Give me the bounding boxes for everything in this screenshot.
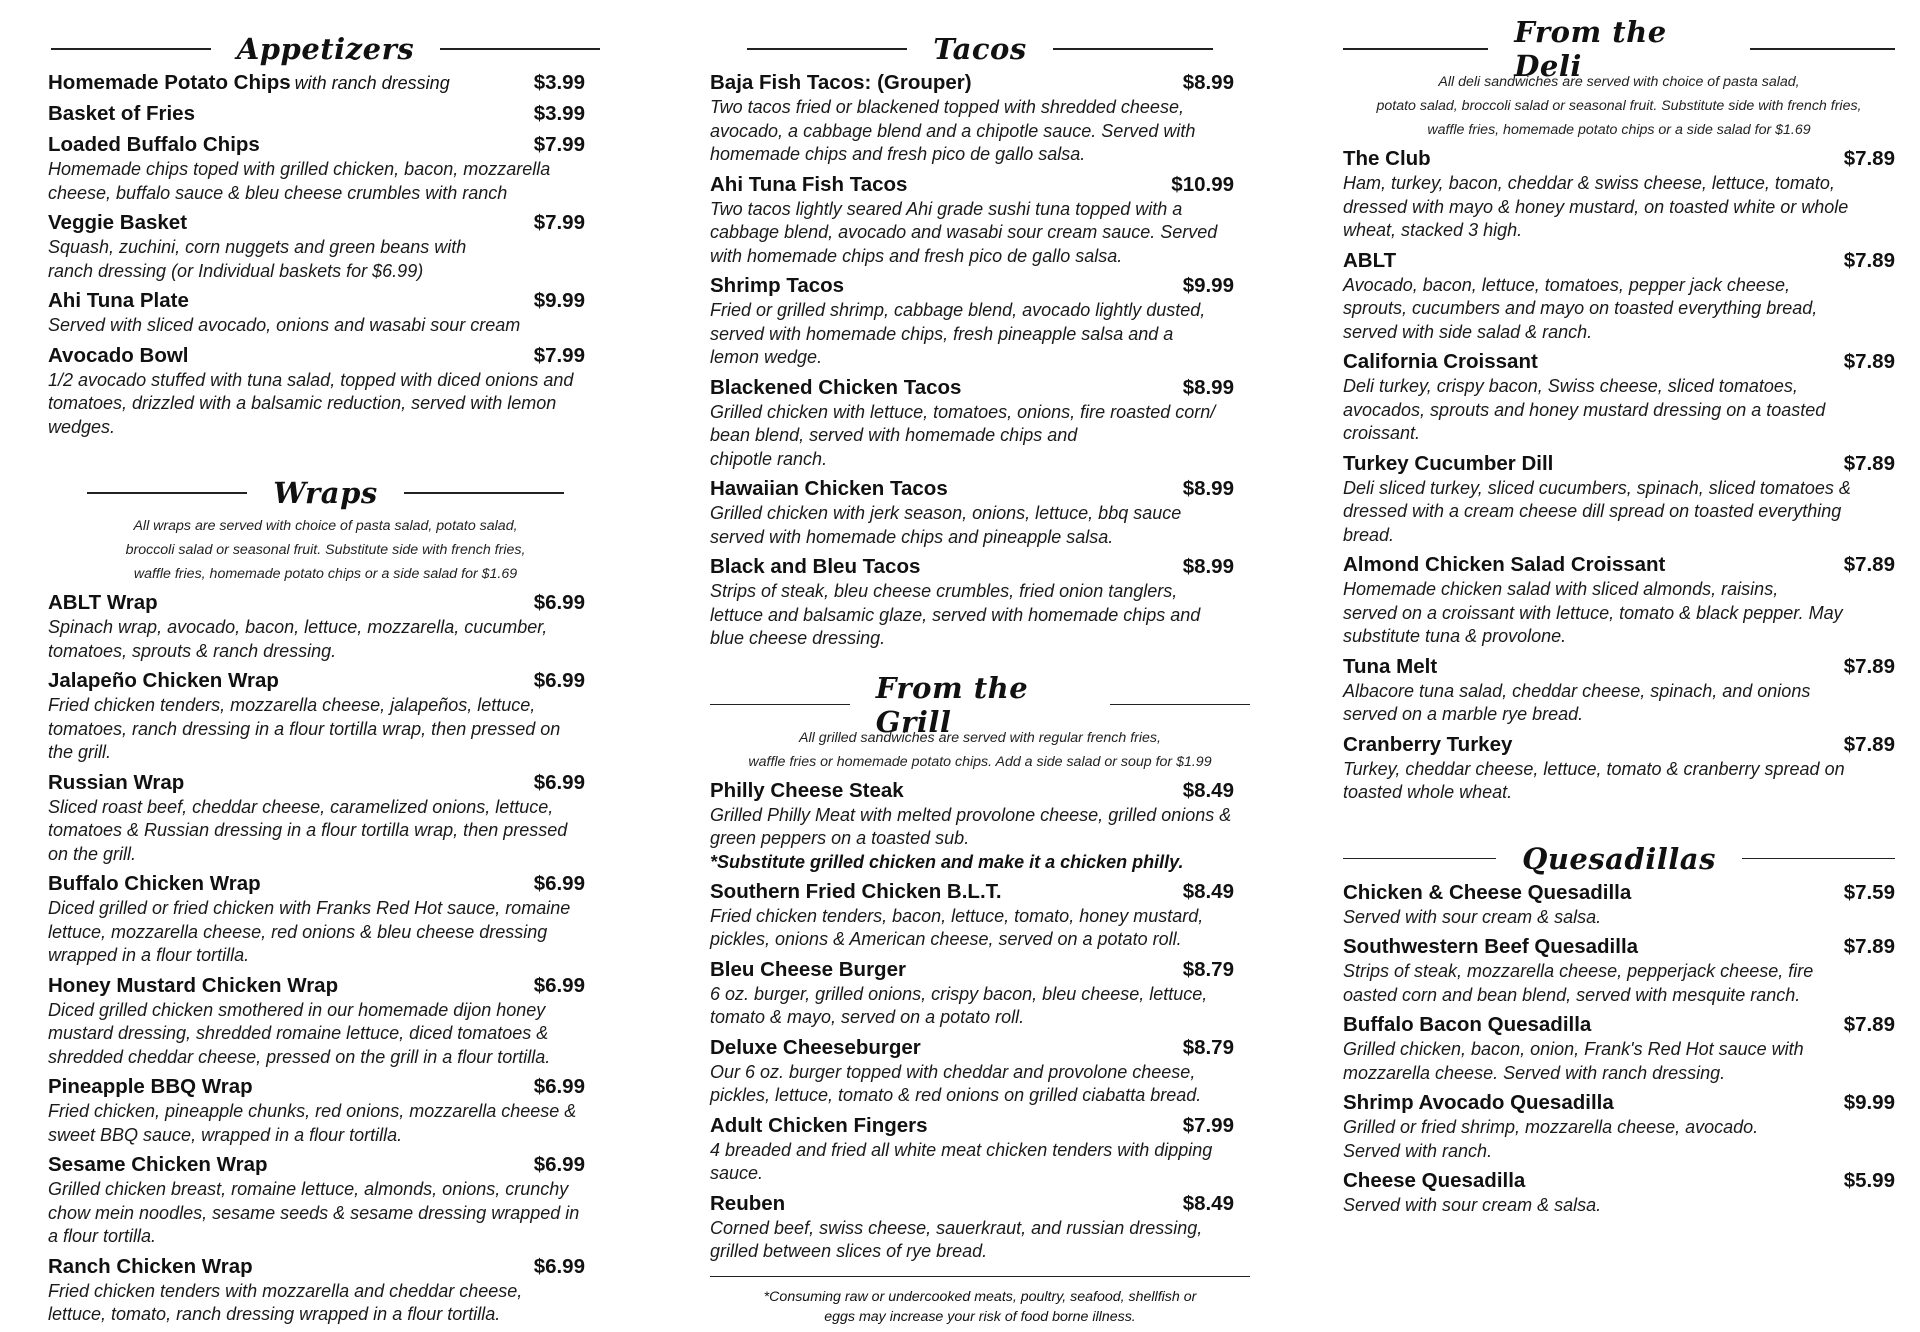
divider: [1742, 858, 1895, 860]
wraps-section: [48, 472, 603, 1327]
menu-item-name: California Croissant: [1343, 350, 1538, 373]
menu-item: [1343, 1090, 1895, 1163]
menu-item-name: Buffalo Bacon Quesadilla: [1343, 1013, 1592, 1036]
menu-item-title: [48, 1074, 253, 1100]
menu-item-title: [1343, 880, 1631, 906]
menu-item-name: Pineapple BBQ Wrap: [48, 1075, 253, 1098]
section-header: [1343, 15, 1895, 83]
menu-item-name: Almond Chicken Salad Croissant: [1343, 553, 1666, 576]
menu-item-title: [48, 973, 338, 999]
menu-item-title: [710, 879, 1002, 905]
divider: [1750, 48, 1895, 50]
menu-item-price: $3.99: [533, 71, 585, 94]
menu-item-name: Bleu Cheese Burger: [710, 957, 906, 981]
menu-item: [710, 375, 1250, 472]
menu-item-price: $7.99: [1182, 1113, 1234, 1137]
menu-item-header: [710, 375, 1250, 401]
menu-item-header: [1343, 732, 1895, 758]
menu-item-title: [48, 288, 189, 314]
section-note: All wraps are served with choice of pasta salad, potato salad, broccoli salad or seasonal fruit. Substitute side with french fries, waffle fries, homemade potato chips or a side salad for $1.69: [125, 518, 526, 582]
menu-item: [1343, 248, 1895, 345]
divider: [1343, 858, 1496, 860]
menu-item-header: [710, 778, 1250, 804]
menu-item: [1343, 732, 1895, 805]
menu-item-description: 6 oz. burger, grilled onions, crispy bacon, bleu cheese, lettuce, tomato & mayo, served on a potato roll.: [710, 983, 1208, 1027]
menu-item-header: [48, 288, 603, 314]
quesadillas-section: [1343, 838, 1895, 1218]
menu-item: [710, 1113, 1250, 1186]
divider: [440, 48, 600, 50]
menu-item-header: [710, 1113, 1250, 1139]
menu-item: [710, 778, 1250, 874]
menu-item: [1343, 1168, 1895, 1218]
menu-item-description: Two tacos lightly seared Ahi grade sushi tuna topped with a cabbage blend, avocado and wasabi sour cream sauce. Served with homemade chips and fresh pico de gallo salsa.: [710, 198, 1218, 266]
grill-section: [710, 670, 1250, 1327]
divider: [51, 48, 211, 50]
menu-item-header: [48, 1254, 603, 1280]
menu-item-header: [1343, 654, 1895, 680]
menu-item-title: [1343, 1012, 1591, 1038]
menu-item-price: $8.49: [1182, 1191, 1234, 1215]
menu-item-description: Fried or grilled shrimp, cabbage blend, avocado lightly dusted, served with homemade chips, fresh pineapple salsa and a lemon wedge.: [710, 300, 1206, 367]
menu-item-name: Southern Fried Chicken B.L.T.: [710, 879, 1002, 903]
menu-item: [1343, 349, 1895, 446]
menu-item-name: Ahi Tuna Plate: [48, 289, 189, 312]
menu-item-header: [48, 210, 603, 236]
menu-item-price: $8.99: [1182, 375, 1234, 399]
menu-item-name: ABLT Wrap: [48, 591, 158, 614]
menu-column-left: [48, 28, 603, 1332]
menu-item-description: 4 breaded and fried all white meat chicken tenders with dipping sauce.: [710, 1139, 1213, 1183]
menu-item-header: [710, 70, 1250, 96]
food-safety-disclaimer: *Consuming raw or undercooked meats, poultry, seafood, shellfish or eggs may increase your risk of food borne illness.: [710, 1276, 1250, 1327]
menu-item-description: Fried chicken tenders, mozzarella cheese, jalapeños, lettuce, tomatoes, ranch dressing in a flour tortilla wrap, then pressed on the grill.: [48, 695, 561, 762]
menu-item-title: [1343, 248, 1396, 274]
menu-item-description: Corned beef, swiss cheese, sauerkraut, and russian dressing, grilled between slices of rye bread.: [710, 1217, 1203, 1261]
menu-item-header: [1343, 552, 1895, 578]
deli-section: [1343, 15, 1895, 805]
menu-item-price: $3.99: [533, 102, 585, 125]
menu-item-description: Served with sliced avocado, onions and wasabi sour cream: [48, 315, 521, 335]
menu-item: [710, 879, 1250, 952]
menu-item-title: [48, 210, 187, 236]
menu-item-title: [48, 668, 279, 694]
menu-item-header: [48, 590, 603, 616]
menu-item: [48, 210, 603, 283]
menu-item-header: [48, 101, 603, 127]
menu-item-name: Basket of Fries: [48, 102, 195, 125]
menu-item-name: Homemade Potato Chips: [48, 71, 291, 94]
section-header: [710, 28, 1250, 70]
menu-item: [1343, 1012, 1895, 1085]
menu-item-name: Blackened Chicken Tacos: [710, 375, 962, 399]
section-note: All deli sandwiches are served with choice of pasta salad, potato salad, broccoli salad or seasonal fruit. Substitute side with french fries, waffle fries, homemade potato chips or a side salad for $1.69: [1376, 74, 1862, 138]
menu-item-description: Fried chicken tenders with mozzarella and cheddar cheese, lettuce, tomato, ranch dressing wrapped in a flour tortilla.: [48, 1280, 523, 1324]
divider: [1110, 704, 1250, 706]
menu-item-price: $7.89: [1843, 654, 1895, 678]
menu-item-name: Deluxe Cheeseburger: [710, 1035, 921, 1059]
menu-item-name: Cheese Quesadilla: [1343, 1169, 1526, 1192]
divider: [404, 492, 564, 494]
menu-item-header: [48, 343, 603, 369]
menu-item: [710, 554, 1250, 651]
menu-item: [710, 70, 1250, 167]
menu-item: [710, 957, 1250, 1030]
menu-item-description: Grilled chicken with lettuce, tomatoes, onions, fire roasted corn/ bean blend, served with homemade chips and chipotle ranch.: [710, 401, 1216, 469]
menu-item-title: [1343, 1168, 1525, 1194]
menu-item-name: Loaded Buffalo Chips: [48, 133, 260, 156]
menu-item-name: ABLT: [1343, 248, 1397, 272]
menu-item-price: $6.99: [533, 1254, 585, 1278]
menu-item-price: $6.99: [533, 669, 585, 692]
menu-item: [48, 668, 603, 765]
menu-item-description: Grilled chicken, bacon, onion, Frank's Red Hot sauce with mozzarella cheese. Served with ranch dressing.: [1343, 1039, 1804, 1083]
menu-item-description: Spinach wrap, avocado, bacon, lettuce, mozzarella, cucumber, tomatoes, sprouts & ranch dressing.: [48, 617, 548, 661]
menu-item-header: [48, 1074, 603, 1100]
menu-item-title: [48, 770, 184, 796]
menu-item-name: Black and Bleu Tacos: [710, 555, 921, 578]
menu-item: [48, 132, 603, 205]
menu-item-description: Served with sour cream & salsa.: [1343, 1195, 1602, 1215]
menu-item-header: [48, 973, 603, 999]
menu-item-header: [48, 132, 603, 158]
menu-item-price: $7.89: [1843, 935, 1895, 958]
menu-item-header: [48, 1152, 603, 1178]
menu-item-description: Our 6 oz. burger topped with cheddar and provolone cheese, pickles, lettuce, tomato & red onions on grilled ciabatta bread.: [710, 1061, 1202, 1105]
menu-item-description: Strips of steak, bleu cheese crumbles, fried onion tanglers, lettuce and balsamic glaze, served with homemade chips and blue cheese dressing.: [710, 581, 1201, 648]
menu-item: [48, 101, 603, 127]
menu-item-name: Ahi Tuna Fish Tacos: [710, 172, 908, 196]
menu-item-description: Diced grilled or fried chicken with Franks Red Hot sauce, romaine lettuce, mozzarella cheese, red onions & bleu cheese dressing wrapped in a flour tortilla.: [48, 898, 571, 965]
section-header: [48, 28, 603, 70]
menu-item-description: Grilled chicken breast, romaine lettuce, almonds, onions, crunchy chow mein noodles, sesame seeds & sesame dressing wrapped in a flour tortilla.: [48, 1179, 580, 1246]
menu-item-price: $9.99: [1843, 1091, 1895, 1114]
menu-item-price: $7.89: [1843, 248, 1895, 272]
menu-item-title: [1343, 654, 1437, 680]
menu-item-header: [710, 172, 1250, 198]
menu-item-title: [48, 871, 261, 897]
menu-item-title: [710, 172, 907, 198]
menu-item-price: $8.99: [1182, 71, 1234, 94]
menu-item-header: [1343, 1168, 1895, 1194]
menu-item-title: [48, 70, 450, 96]
menu-item-description: Deli turkey, crispy bacon, Swiss cheese, sliced tomatoes, avocados, sprouts and honey mustard dressing on a toasted croissant.: [1343, 376, 1826, 443]
divider: [1053, 48, 1213, 50]
section-title: From the Grill: [875, 670, 1029, 739]
menu-item-price: $7.99: [533, 343, 585, 367]
menu-item-header: [1343, 1090, 1895, 1116]
menu-item-price: $7.89: [1843, 553, 1895, 576]
item-list: [710, 778, 1250, 1264]
menu-item: [1343, 880, 1895, 930]
menu-item-price: $9.99: [533, 289, 585, 312]
menu-item-header: [1343, 934, 1895, 960]
menu-item-header: [710, 879, 1250, 905]
menu-item-name: Avocado Bowl: [48, 343, 189, 367]
menu-item-title: [48, 132, 260, 158]
menu-item: [710, 1035, 1250, 1108]
section-title: From the Deli: [1514, 15, 1667, 83]
menu-item-description: Strips of steak, mozzarella cheese, pepperjack cheese, fire oasted corn and bean blend, served with mesquite ranch.: [1343, 961, 1814, 1005]
menu-item-price: $9.99: [1182, 274, 1234, 297]
menu-item-name: Russian Wrap: [48, 770, 185, 794]
menu-item-title: [710, 1113, 928, 1139]
menu-item: [710, 273, 1250, 370]
menu-item-title: [48, 1152, 268, 1178]
menu-item-price: $8.49: [1182, 879, 1234, 903]
menu-item-price: $6.99: [533, 770, 585, 794]
menu-item-note: *Substitute grilled chicken and make it a chicken philly.: [710, 851, 1184, 872]
menu-item: [48, 343, 603, 440]
menu-item: [48, 1152, 603, 1249]
menu-item-name: Chicken & Cheese Quesadilla: [1343, 880, 1632, 904]
menu-item-name: Reuben: [710, 1191, 786, 1215]
menu-item-price: $8.79: [1182, 1035, 1234, 1059]
menu-item-description: Avocado, bacon, lettuce, tomatoes, pepper jack cheese, sprouts, cucumbers and mayo on toasted everything bread, served with side salad & ranch.: [1343, 274, 1818, 342]
divider: [747, 48, 907, 50]
menu-item-header: [1343, 349, 1895, 375]
menu-item-price: $6.99: [533, 872, 585, 895]
menu-item: [48, 590, 603, 663]
menu-item-name: Hawaiian Chicken Tacos: [710, 477, 948, 500]
menu-item-inline-note: with ranch dressing: [294, 73, 450, 93]
menu-item-title: [1343, 1090, 1614, 1116]
menu-item-description: Two tacos fried or blackened topped with shredded cheese, avocado, a cabbage blend and a chipotle sauce. Served with homemade chips and fresh pico de gallo salsa.: [710, 97, 1196, 164]
menu-item-description: Homemade chips toped with grilled chicken, bacon, mozzarella cheese, buffalo sauce & bleu cheese crumbles with ranch: [48, 159, 551, 203]
menu-item-price: $6.99: [533, 1075, 585, 1098]
menu-item-description: Diced grilled chicken smothered in our homemade dijon honey mustard dressing, shredded romaine lettuce, diced tomatoes & shredded cheddar cheese, pressed on the grill in a flour tortilla.: [48, 999, 551, 1067]
menu-item-title: [48, 101, 195, 127]
divider: [1343, 48, 1488, 50]
menu-item-name: Tuna Melt: [1343, 654, 1438, 678]
menu-item-price: $6.99: [533, 973, 585, 997]
menu-item-header: [48, 871, 603, 897]
menu-item-title: [710, 1191, 785, 1217]
divider: [710, 704, 850, 706]
section-header: [48, 472, 603, 514]
item-list: [48, 590, 603, 1327]
menu-item-title: [710, 70, 972, 96]
menu-item-description: Albacore tuna salad, cheddar cheese, spinach, and onions served on a marble rye bread.: [1343, 680, 1811, 724]
menu-item-title: [1343, 451, 1553, 477]
menu-item: [48, 973, 603, 1070]
item-list: [710, 70, 1250, 651]
menu-item-header: [48, 70, 603, 96]
section-title: Wraps: [273, 476, 378, 510]
menu-item-description: Homemade chicken salad with sliced almonds, raisins, served on a croissant with lettuce, tomato & black pepper. May substitute tuna & provolone.: [1343, 579, 1843, 646]
menu-item-title: [710, 957, 906, 983]
menu-item-description: Served with sour cream & salsa.: [1343, 906, 1602, 927]
menu-item-title: [48, 1254, 253, 1280]
menu-item-name: Ranch Chicken Wrap: [48, 1254, 253, 1278]
menu-item-header: [1343, 451, 1895, 477]
divider: [87, 492, 247, 494]
menu-item-description: Grilled Philly Meat with melted provolone cheese, grilled onions & green peppers on a toasted sub.: [710, 804, 1232, 848]
menu-item: [48, 70, 603, 96]
menu-item-description: Grilled or fried shrimp, mozzarella cheese, avocado. Served with ranch.: [1343, 1117, 1759, 1161]
menu-item-name: The Club: [1343, 147, 1431, 170]
menu-item-description: 1/2 avocado stuffed with tuna salad, topped with diced onions and tomatoes, drizzled with a balsamic reduction, served with lemon wedges.: [48, 369, 574, 437]
menu-item: [1343, 451, 1895, 548]
menu-item-name: Turkey Cucumber Dill: [1343, 451, 1554, 475]
section-note: All grilled sandwiches are served with regular french fries, waffle fries or homemade potato chips. Add a side salad or soup for $1.99: [748, 729, 1212, 770]
menu-item-title: [1343, 934, 1638, 960]
menu-item-description: Deli sliced turkey, sliced cucumbers, spinach, sliced tomatoes & dressed with a cream cheese dill spread on toasted everything bread.: [1343, 477, 1851, 545]
menu-item-header: [710, 957, 1250, 983]
menu-item-title: [710, 375, 961, 401]
menu-item: [1343, 552, 1895, 649]
menu-item-title: [1343, 552, 1665, 578]
menu-item: [48, 871, 603, 968]
menu-item-title: [1343, 349, 1538, 375]
menu-item-header: [1343, 146, 1895, 172]
menu-item-name: Philly Cheese Steak: [710, 778, 904, 802]
menu-item-price: $8.99: [1182, 555, 1234, 578]
menu-item-price: $8.99: [1182, 477, 1234, 500]
menu-item: [1343, 654, 1895, 727]
menu-item-price: $7.89: [1843, 1013, 1895, 1036]
menu-item-price: $7.59: [1843, 880, 1895, 904]
menu-item-header: [48, 668, 603, 694]
menu-item-price: $7.89: [1843, 350, 1895, 373]
appetizers-section: [48, 28, 603, 439]
menu-column-right: [1343, 15, 1895, 1223]
item-list: [1343, 146, 1895, 805]
menu-item-title: [710, 476, 948, 502]
menu-item-header: [710, 554, 1250, 580]
menu-item-title: [48, 343, 188, 369]
menu-item-name: Jalapeño Chicken Wrap: [48, 669, 279, 692]
menu-item-title: [710, 778, 904, 804]
menu-item-title: [1343, 732, 1512, 758]
menu-item-title: [710, 273, 844, 299]
menu-item-header: [1343, 880, 1895, 906]
menu-item: [48, 288, 603, 338]
menu-item-title: [710, 1035, 921, 1061]
section-title: Quesadillas: [1522, 841, 1716, 876]
menu-item-name: Cranberry Turkey: [1343, 732, 1513, 756]
menu-item-header: [1343, 1012, 1895, 1038]
menu-item-name: Adult Chicken Fingers: [710, 1113, 928, 1137]
menu-item-name: Honey Mustard Chicken Wrap: [48, 973, 339, 997]
menu-item: [48, 770, 603, 867]
menu-item-description: Squash, zuchini, corn nuggets and green beans with ranch dressing (or Individual baskets for $6.99): [48, 237, 467, 281]
item-list: [1343, 880, 1895, 1218]
menu-item-price: $8.79: [1182, 957, 1234, 981]
menu-item-description: Fried chicken tenders, bacon, lettuce, tomato, honey mustard, pickles, onions & American cheese, served on a potato roll.: [710, 905, 1204, 949]
menu-item-price: $6.99: [533, 1153, 585, 1176]
menu-item-description: Turkey, cheddar cheese, lettuce, tomato & cranberry spread on toasted whole wheat.: [1343, 758, 1845, 802]
menu-item: [710, 1191, 1250, 1264]
menu-item-description: Ham, turkey, bacon, cheddar & swiss cheese, lettuce, tomato, dressed with mayo & honey mustard, on toasted white or whole wheat, stacked 3 high.: [1343, 173, 1849, 240]
menu-item: [710, 172, 1250, 269]
section-header: [1343, 838, 1895, 880]
menu-item-description: Fried chicken, pineapple chunks, red onions, mozzarella cheese & sweet BBQ sauce, wrapped in a flour tortilla.: [48, 1101, 577, 1145]
menu-item: [48, 1074, 603, 1147]
section-title: Appetizers: [236, 32, 415, 66]
menu-item-title: [1343, 146, 1431, 172]
tacos-section: [710, 28, 1250, 651]
menu-item: [1343, 146, 1895, 243]
menu-item: [48, 1254, 603, 1327]
menu-item-name: Southwestern Beef Quesadilla: [1343, 935, 1639, 958]
menu-item-name: Buffalo Chicken Wrap: [48, 872, 261, 895]
menu-item: [710, 476, 1250, 549]
menu-item-title: [48, 590, 158, 616]
menu-item-price: $7.99: [533, 211, 585, 234]
menu-item-price: $10.99: [1171, 172, 1234, 196]
section-header: [710, 670, 1250, 739]
menu-item-header: [710, 476, 1250, 502]
menu-item-description: Grilled chicken with jerk season, onions, lettuce, bbq sauce served with homemade chips and pineapple salsa.: [710, 503, 1182, 547]
menu-column-middle: [710, 28, 1250, 1327]
menu-item-header: [710, 1191, 1250, 1217]
menu-item-name: Baja Fish Tacos: (Grouper): [710, 71, 972, 94]
menu-item-price: $7.99: [533, 133, 585, 156]
menu-item-name: Sesame Chicken Wrap: [48, 1153, 268, 1176]
item-list: [48, 70, 603, 439]
menu-item-header: [48, 770, 603, 796]
menu-item-price: $6.99: [533, 591, 585, 614]
menu-item-price: $7.89: [1843, 732, 1895, 756]
menu-item-name: Shrimp Avocado Quesadilla: [1343, 1091, 1614, 1114]
menu-item-header: [710, 273, 1250, 299]
menu-item-price: $7.89: [1843, 451, 1895, 475]
menu-item-price: $5.99: [1843, 1169, 1895, 1192]
menu-item-header: [710, 1035, 1250, 1061]
menu-item-price: $7.89: [1843, 147, 1895, 170]
section-title: Tacos: [933, 32, 1027, 66]
menu-item-price: $8.49: [1182, 778, 1234, 802]
menu-item-name: Veggie Basket: [48, 211, 188, 234]
menu-item-name: Shrimp Tacos: [710, 274, 845, 297]
menu-item-title: [710, 554, 920, 580]
menu-item-header: [1343, 248, 1895, 274]
menu-item-description: Sliced roast beef, cheddar cheese, caramelized onions, lettuce, tomatoes & Russian dressing in a flour tortilla wrap, then pressed on the grill.: [48, 796, 568, 864]
menu-item: [1343, 934, 1895, 1007]
